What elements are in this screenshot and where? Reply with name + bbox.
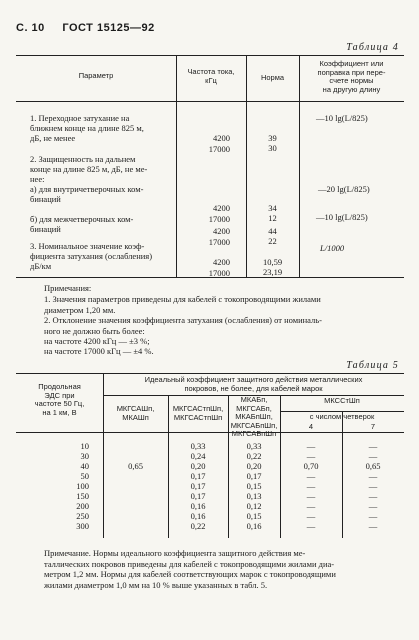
row2a-coef: —20 lg(L/825) — [318, 184, 370, 194]
col-d7-dashes: — — — [368, 441, 378, 461]
col-d7-value: 0,65 — [365, 461, 381, 471]
col-d-sub-header: с числом четверок — [309, 412, 375, 421]
notes4-n2b: на частоте 17000 кГц — ±4 %. — [44, 346, 154, 356]
row2-text: 2. Защищенность на дальнем конце на длине 825 м, дБ, не ме- нее: — [30, 154, 148, 184]
note5: Примечание. Нормы идеального коэффициента защитного действия ме- таллических покровов приведены для кабелей с токопроводящими жилами диа- метром 1,2 мм. Нормы для кабелей соответствующих марок с токопроводящими жилами диаметром 1,0 мм на 10 % выше указанных в табл. 5. — [44, 548, 336, 590]
row2a-text: а) для внутричетверочных ком- бинаций — [30, 184, 144, 204]
notes4-n1: 1. Значения параметров приведены для кабелей с токопроводящими жилами диаметром 1,20 мм. — [44, 294, 321, 315]
col-param-header: Параметр — [78, 71, 114, 80]
table4-caption: Таблица 4 — [346, 42, 399, 53]
row3-text: 3. Номинальное значение коэф- фициента затухания (ослабления) дБ/км — [30, 241, 153, 271]
standard-code: ГОСТ 15125—92 — [62, 22, 155, 34]
row2a-norm: 34 12 — [268, 203, 277, 223]
row1-coef: —10 lg(L/825) — [316, 113, 368, 123]
page-header — [16, 22, 155, 34]
col-coef-header: Коэффициент или поправка при пере- счете нормы на другую длину — [317, 59, 386, 94]
col-d-header: МКССтШп — [324, 396, 360, 405]
col-norm-header: Норма — [260, 73, 285, 82]
col-d7-header: 7 — [370, 422, 376, 431]
col-a-value: 0,65 — [128, 461, 143, 471]
col-d4-dashes: — — — [306, 441, 316, 461]
notes4-n2: 2. Отклонение значения коэффициента затухания (ослабления) от номиналь- ного не должно быть более: — [44, 315, 322, 336]
row3-coef: L/1000 — [320, 243, 345, 253]
table5-caption: Таблица 5 — [346, 360, 399, 371]
col-freq-header: Частота тока, кГц — [187, 67, 235, 85]
row2b-coef: —10 lg(L/825) — [316, 212, 368, 222]
col-group-header: Идеальный коэффициент защитного действия металлических покровов, не более, для кабелей марок — [144, 375, 363, 393]
page-number: С. 10 — [16, 22, 45, 34]
row1-text: 1. Переходное затухание на ближнем конце на длине 825 м, дБ, не менее — [30, 113, 144, 143]
col-d4-header: 4 — [308, 422, 314, 431]
row3-freq: 4200 17000 — [208, 257, 230, 278]
notes4-title: Примечания: — [44, 283, 92, 293]
col-d4-dashes-low: — — — — — — — [306, 471, 316, 531]
col-d7-dashes-low: — — — — — — — [368, 471, 378, 531]
col-b-header: МКГСАСтпШп, МКГСАСтпШп — [172, 404, 224, 422]
row1-norm: 39 30 — [268, 133, 277, 153]
row2a-freq: 4200 17000 — [208, 203, 230, 224]
row3-norm: 10,59 23,19 — [262, 257, 283, 277]
notes4-n2a: на частоте 4200 кГц — ±3 %; — [44, 336, 150, 346]
col-d4-value: 0,70 — [303, 461, 319, 471]
row2b-freq: 4200 17000 — [208, 226, 230, 247]
row2b-text: б) для межчетверочных ком- бинаций — [30, 214, 134, 234]
col-emf-header: Продольная ЭДС при частоте 50 Гц, на 1 км, В — [34, 382, 85, 417]
col-b-values: 0,33 0,24 0,20 0,17 0,17 0,17 0,16 0,16 0,22 — [190, 441, 206, 531]
col-c-header: МКАБп, МКГСАБп, МКАБпШп, МКГСАБпШп, МКГСАБпШп — [230, 395, 278, 438]
col-a-header: МКГСАШп, МКАШп — [116, 404, 155, 422]
emf-values: 10 30 40 50 100 150 200 250 300 — [76, 441, 89, 531]
row2b-norm: 44 22 — [268, 226, 277, 246]
col-c-values: 0,33 0,22 0,20 0,17 0,15 0,13 0,12 0,15 0,16 — [246, 441, 262, 531]
row1-freq: 4200 17000 — [208, 133, 230, 154]
